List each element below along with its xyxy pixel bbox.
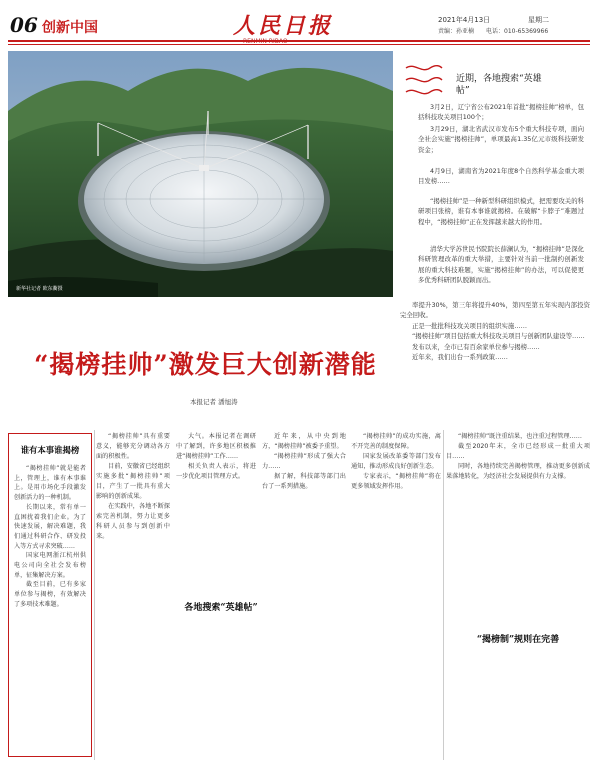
section-title: 创新中国	[42, 20, 98, 36]
article-paragraph: 在实践中，各地不断探索完善机制，努力让更多科研人员参与到创新中来。	[96, 503, 170, 540]
boxed-paragraph: 国家电网浙江杭州供电公司向全社会发布榜单，征集解决方案。	[14, 552, 86, 579]
sidebar-paragraph: 3月29日，湖北省武汉市发布5个重大科技专项，面向全社会实施“揭榜挂帅”，单项最高1.35亿元市级科技研发资金；	[418, 125, 584, 154]
column-divider	[94, 430, 95, 760]
feature-photo	[8, 51, 393, 297]
boxed-paragraph: “揭榜挂帅”就是能者上，管理上，谁有本事谁上。是用市场化手段激发创新活力的一种机制。	[14, 465, 86, 502]
editor-phone: 电话：010-65369966	[486, 28, 549, 35]
article-column-2	[176, 432, 256, 482]
masthead-thin-rule	[8, 44, 590, 45]
editor-credit: 责编：孙亚楠	[438, 28, 475, 35]
article-paragraph: 大气。本报记者在调研中了解到，许多地区积极推进“揭榜挂帅”工作……	[176, 433, 256, 460]
article-paragraph: 目前，安徽省已经组织实施多批“揭榜挂帅”项目，产生了一批具有重大影响的创新成果。	[96, 463, 170, 500]
article-column-3	[262, 432, 346, 492]
decorative-wave-icon	[404, 60, 444, 104]
column-divider	[443, 430, 444, 760]
boxed-commentary	[8, 433, 92, 757]
right-column-text	[400, 300, 590, 362]
masthead-rule	[8, 40, 590, 42]
article-column-4	[351, 432, 441, 492]
page-number: 06	[10, 13, 38, 37]
article-paragraph: “揭榜挂帅”具有重要意义，能够充分调动各方面的积极性。	[96, 433, 170, 460]
article-paragraph: “揭榜挂帅”既注重结果，也注重过程管理……	[458, 433, 582, 440]
right-column-paragraph: 正是一批批科技攻关项目的组织实施……	[412, 321, 528, 330]
article-paragraph: 国家发展改革委等部门发布通知，推动形成良好创新生态。	[351, 453, 441, 470]
sidebar-paragraph: 3月2日，辽宁省公布2021年首批“揭榜挂帅”榜单，包括科技攻关项目100个；	[418, 103, 584, 122]
right-column-paragraph: 发布以来，全市已有百余家单位参与揭榜……	[412, 342, 540, 351]
boxed-paragraph: 长期以来，常有单一直困扰着我们企业。为了快速发展，解决难题，我们通过科研合作、研发投入等方式寻求突破……	[14, 503, 86, 550]
sidebar-title	[456, 73, 586, 97]
subhead-section-1: 各地搜索“英雄帖”	[184, 603, 258, 613]
issue-weekday: 星期二	[528, 16, 549, 24]
article-paragraph: 相关负责人表示，将进一步优化项目管理方式。	[176, 463, 256, 480]
article-paragraph: 截至2020年末，全市已经形成一批重大项目……	[446, 443, 590, 460]
byline: 本报记者 潘旭涛	[190, 398, 238, 406]
right-column-paragraph: “揭榜挂帅”项目包括重大科技攻关项目与创新团队建设等……	[412, 332, 585, 341]
article-column-5	[446, 432, 590, 482]
article-paragraph: 据了解，科技部等部门出台了一系列措施。	[262, 473, 346, 490]
boxed-paragraph: 截至目前，已有多家单位参与揭榜，有效解决了多项技术难题。	[14, 581, 86, 608]
article-paragraph: “揭榜挂帅”形成了强大合力……	[262, 453, 346, 470]
article-column-1	[96, 432, 170, 542]
article-paragraph: 近年来，从中央到地方，“揭榜挂帅”被委予重望。	[262, 433, 346, 450]
right-column-paragraph: 近年来，我们出台一系列政策……	[412, 353, 508, 362]
telescope-photo-image	[8, 51, 393, 297]
sidebar-title-line1: 近期，各地搜索“英雄	[456, 74, 542, 84]
boxed-commentary-title: 谁有本事谁揭榜	[20, 445, 80, 455]
main-headline: “揭榜挂帅”激发巨大创新潜能	[34, 350, 377, 379]
photo-caption: 新华社记者 欧东衢摄	[16, 286, 63, 292]
newspaper-logo: 人民日报	[233, 13, 334, 39]
subhead-section-2: “揭榜制”规则在完善	[476, 635, 560, 645]
sidebar-title-line2: 帖”	[456, 86, 470, 96]
sidebar-paragraph: 清华大学苏世民书院院长薛澜认为，“揭榜挂帅”是深化科研管理改革的重大举措，主要针对当前一批制约创新发展的重大科技难题，实施“揭榜挂帅”的办法，可以促使更多优秀科研团队脱颖而出。	[418, 245, 584, 285]
article-paragraph: “揭榜挂帅”的成功实施，离不开完善的制度保障。	[351, 433, 441, 450]
issue-date: 2021年4月13日	[438, 16, 491, 24]
sidebar-paragraph: 4月9日，湖南省为2021年度8个自然科学基金重大项目发榜……	[418, 167, 584, 186]
article-paragraph: 专家表示，“揭榜挂帅”将在更多领域发挥作用。	[351, 473, 441, 490]
sidebar-paragraph: “揭榜挂帅”是一种新型科研组织模式，把需要攻关的科研项目张榜，谁有本事谁就揭榜。在破解“卡脖子”难题过程中，“揭榜挂帅”正在发挥越来越大的作用。	[418, 197, 584, 226]
article-paragraph: 同时，各地持续完善揭榜管理，推动更多创新成果落地转化，为经济社会发展提供有力支撑。	[446, 463, 590, 480]
right-column-paragraph: 率提升30%，第三年将提升40%，第四至第五年实现内部投资完全回收。	[400, 301, 590, 320]
